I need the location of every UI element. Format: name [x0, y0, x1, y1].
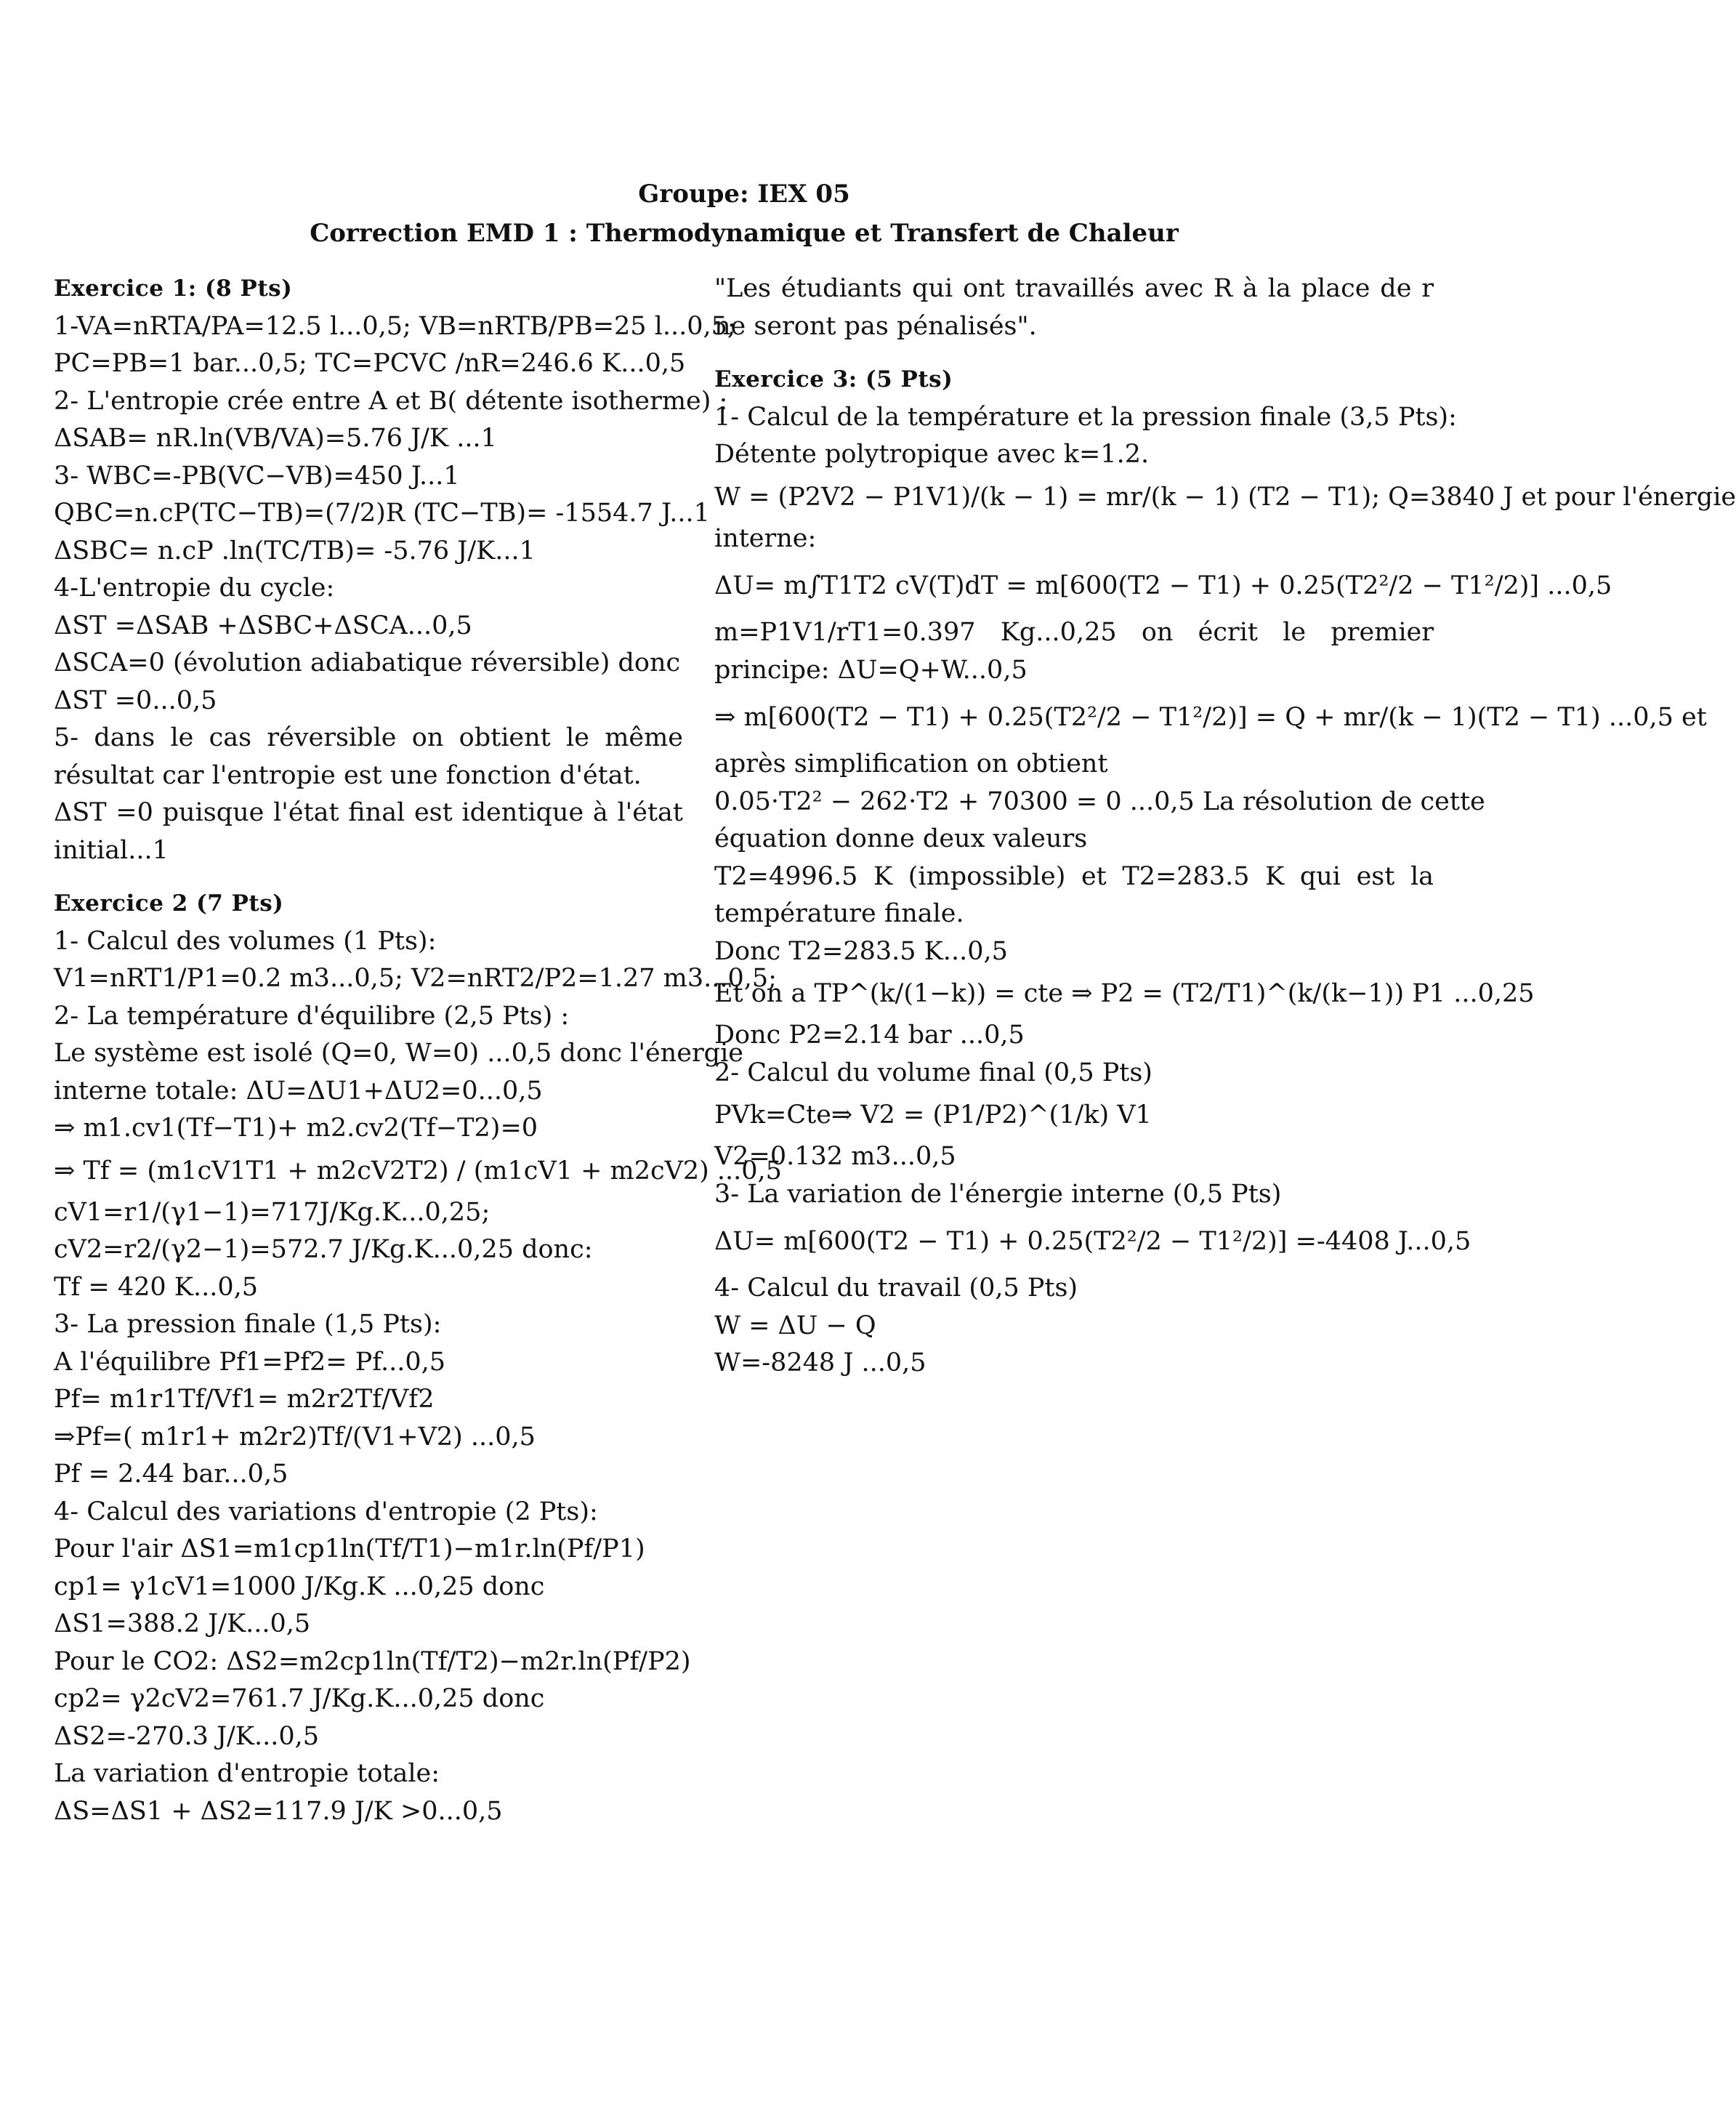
- text-line: ΔST =ΔSAB +ΔSBC+ΔSCA...0,5: [54, 611, 472, 640]
- text-line: Pour l'air ΔS1=m1cp1ln(Tf/T1)−m1r.ln(Pf/P1): [54, 1534, 645, 1563]
- text-line: 4- Calcul des variations d'entropie (2 Pts):: [54, 1497, 598, 1526]
- exercise-title: Exercice 3: (5 Pts): [714, 366, 953, 393]
- text-line: ΔS=ΔS1 + ΔS2=117.9 J/K >0...0,5: [54, 1796, 503, 1826]
- right-column: [714, 270, 1736, 1382]
- text-line: 3- La pression finale (1,5 Pts):: [54, 1310, 442, 1339]
- text-line: ΔS1=388.2 J/K...0,5: [54, 1609, 311, 1638]
- text-line: ΔSAB= nR.ln(VB/VA)=5.76 J/K ...1: [54, 424, 497, 453]
- section-spacer: [54, 869, 683, 885]
- text-line: équation donne deux valeurs: [714, 824, 1088, 853]
- text-line: 2- La température d'équilibre (2,5 Pts) :: [54, 1001, 570, 1031]
- text-line: 1- Calcul de la température et la pression finale (3,5 Pts):: [714, 402, 1457, 432]
- section-spacer: [714, 345, 1434, 361]
- text-line: 1-VA=nRTA/PA=12.5 l...0,5; VB=nRTB/PB=25 l...0,5;: [54, 311, 736, 341]
- text-line: Et on a TP^(k/(1−k)) = cte ⇒ P2 = (T2/T1)^(k/(k−1)) P1 ...0,25: [714, 979, 1535, 1008]
- text-line: A l'équilibre Pf1=Pf2= Pf...0,5: [54, 1347, 446, 1377]
- text-line: cV1=r1/(γ1−1)=717J/Kg.K...0,25;: [54, 1197, 490, 1227]
- text-line: interne totale: ΔU=ΔU1+ΔU2=0...0,5: [54, 1076, 543, 1106]
- text-line: "Les étudiants qui ont travaillés avec R à la place de r ne seront pas pénalisés".: [714, 274, 1434, 341]
- text-line: Donc P2=2.14 bar ...0,5: [714, 1021, 1025, 1050]
- text-line: 4- Calcul du travail (0,5 Pts): [714, 1273, 1078, 1303]
- text-line: 0.05·T2² − 262·T2 + 70300 = 0 ...0,5 La résolution de cette: [714, 786, 1485, 816]
- text-line: W = (P2V2 − P1V1)/(k − 1) = mr/(k − 1) (T2 − T1); Q=3840 J et pour l'énergie: [714, 482, 1736, 512]
- text-line: ΔSBC= n.cP .ln(TC/TB)= -5.76 J/K...1: [54, 536, 536, 566]
- text-line: 2- L'entropie crée entre A et B( détente isotherme) :: [54, 386, 728, 416]
- text-line: 3- WBC=-PB(VC−VB)=450 J...1: [54, 461, 460, 491]
- text-line: ΔU= m∫T1T2 cV(T)dT = m[600(T2 − T1) + 0.25(T2²/2 − T1²/2)] ...0,5: [714, 571, 1612, 600]
- text-line: ΔSCA=0 (évolution adiabatique réversible) donc: [54, 648, 681, 677]
- text-line: 1- Calcul des volumes (1 Pts):: [54, 926, 437, 956]
- text-line: cV2=r2/(γ2−1)=572.7 J/Kg.K...0,25 donc:: [54, 1235, 593, 1264]
- left-column: [54, 270, 782, 1830]
- group-label: Groupe: IEX 05: [638, 180, 850, 209]
- text-line: cp2= γ2cV2=761.7 J/Kg.K...0,25 donc: [54, 1684, 545, 1713]
- text-line: Pour le CO2: ΔS2=m2cp1ln(Tf/T2)−m2r.ln(Pf/P2): [54, 1646, 691, 1676]
- text-line: 4-L'entropie du cycle:: [54, 573, 335, 603]
- text-line: PC=PB=1 bar...0,5; TC=PCVC /nR=246.6 K...0,5: [54, 349, 686, 378]
- document-title: Correction EMD 1 : Thermodynamique et Transfert de Chaleur: [310, 219, 1179, 248]
- text-line: ⇒Pf=( m1r1+ m2r2)Tf/(V1+V2) ...0,5: [54, 1422, 536, 1452]
- text-line: T2=4996.5 K (impossible) et T2=283.5 K qui est la température finale.: [714, 861, 1434, 928]
- text-line: Pf= m1r1Tf/Vf1= m2r2Tf/Vf2: [54, 1385, 435, 1414]
- document-header: [0, 174, 1488, 253]
- exercise-title: Exercice 1: (8 Pts): [54, 275, 293, 302]
- text-line: cp1= γ1cV1=1000 J/Kg.K ...0,25 donc: [54, 1571, 545, 1601]
- text-line: V2=0.132 m3...0,5: [714, 1142, 956, 1171]
- text-line: m=P1V1/rT1=0.397 Kg...0,25 on écrit le premier principe: ΔU=Q+W...0,5: [714, 618, 1434, 685]
- text-line: Tf = 420 K...0,5: [54, 1272, 258, 1302]
- text-line: Le système est isolé (Q=0, W=0) ...0,5 donc l'énergie: [54, 1039, 743, 1068]
- text-line: Pf = 2.44 bar...0,5: [54, 1460, 288, 1489]
- text-line: W=-8248 J ...0,5: [714, 1348, 926, 1377]
- text-line: Donc T2=283.5 K...0,5: [714, 936, 1008, 966]
- text-line: 5- dans le cas réversible on obtient le même résultat car l'entropie est une fonction d'état.: [54, 723, 683, 790]
- text-line: après simplification on obtient: [714, 749, 1108, 778]
- text-line: W = ΔU − Q: [714, 1311, 876, 1340]
- text-line: ΔU= m[600(T2 − T1) + 0.25(T2²/2 − T1²/2)] =-4408 J...0,5: [714, 1227, 1471, 1256]
- text-line: ΔST =0...0,5: [54, 685, 217, 715]
- text-line: 2- Calcul du volume final (0,5 Pts): [714, 1058, 1152, 1087]
- text-line: interne:: [714, 523, 817, 553]
- text-line: PVk=Cte⇒ V2 = (P1/P2)^(1/k) V1: [714, 1100, 1152, 1130]
- exercise-title: Exercice 2 (7 Pts): [54, 890, 284, 917]
- text-line: ΔST =0 puisque l'état final est identique à l'état initial...1: [54, 798, 683, 865]
- text-line: QBC=n.cP(TC−TB)=(7/2)R (TC−TB)= -1554.7 J...1: [54, 499, 710, 528]
- text-line: ⇒ m1.cv1(Tf−T1)+ m2.cv2(Tf−T2)=0: [54, 1114, 538, 1143]
- text-line: ΔS2=-270.3 J/K...0,5: [54, 1721, 320, 1751]
- text-line: La variation d'entropie totale:: [54, 1759, 440, 1788]
- text-line: Détente polytropique avec k=1.2.: [714, 440, 1150, 469]
- text-line: 3- La variation de l'énergie interne (0,5 Pts): [714, 1179, 1282, 1209]
- text-line: V1=nRT1/P1=0.2 m3...0,5; V2=nRT2/P2=1.27 m3...0,5;: [54, 964, 777, 993]
- text-line: ⇒ m[600(T2 − T1) + 0.25(T2²/2 − T1²/2)] = Q + mr/(k − 1)(T2 − T1) ...0,5 et: [714, 703, 1707, 732]
- text-line: ⇒ Tf = (m1cV1T1 + m2cV2T2) / (m1cV1 + m2cV2) ...0,5: [54, 1156, 782, 1186]
